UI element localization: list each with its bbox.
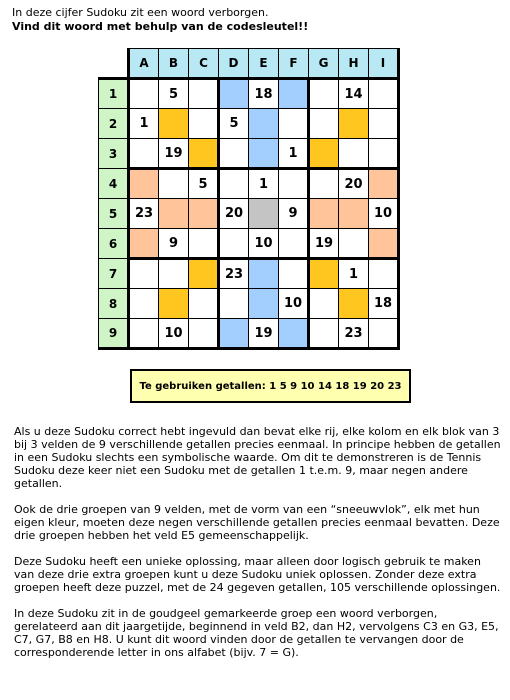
cell-g3[interactable]: [309, 139, 339, 169]
cell-h5[interactable]: [339, 199, 369, 229]
cell-a2[interactable]: 1: [129, 109, 159, 139]
cell-c1[interactable]: [189, 79, 219, 109]
cell-f7[interactable]: [279, 259, 309, 289]
column-header-a: A: [129, 49, 159, 79]
row-header-9: 9: [99, 319, 129, 349]
numbers-to-use-box: [130, 369, 411, 403]
cell-c9[interactable]: [189, 319, 219, 349]
row-header-8: 8: [99, 289, 129, 319]
cell-c5[interactable]: [189, 199, 219, 229]
cell-a6[interactable]: [129, 229, 159, 259]
cell-e6[interactable]: 10: [249, 229, 279, 259]
sudoku-grid: [98, 48, 400, 350]
row-header-7: 7: [99, 259, 129, 289]
cell-d5[interactable]: 20: [219, 199, 249, 229]
row-header-4: 4: [99, 169, 129, 199]
cell-i3[interactable]: [369, 139, 399, 169]
cell-b7[interactable]: [159, 259, 189, 289]
cell-f3[interactable]: 1: [279, 139, 309, 169]
paragraph-unique-solution: Deze Sudoku heeft een unieke oplossing, maar alleen door logisch gebruik te maken van deze drie extra groepen kunt u deze Sudoku uniek oplossen. Zonder deze extra groepen heeft deze puzzel, met de 24 gegeven getallen, 105 verschillende oplossingen.: [14, 555, 501, 594]
cell-i7[interactable]: [369, 259, 399, 289]
cell-a1[interactable]: [129, 79, 159, 109]
column-header-d: D: [219, 49, 249, 79]
cell-b5[interactable]: [159, 199, 189, 229]
explanation-text: [14, 425, 504, 672]
cell-a4[interactable]: [129, 169, 159, 199]
cell-b3[interactable]: 19: [159, 139, 189, 169]
row-header-1: 1: [99, 79, 129, 109]
cell-e9[interactable]: 19: [249, 319, 279, 349]
cell-g8[interactable]: [309, 289, 339, 319]
cell-i8[interactable]: 18: [369, 289, 399, 319]
cell-h9[interactable]: 23: [339, 319, 369, 349]
cell-f1[interactable]: [279, 79, 309, 109]
cell-c8[interactable]: [189, 289, 219, 319]
row-header-3: 3: [99, 139, 129, 169]
column-header-g: G: [309, 49, 339, 79]
cell-i9[interactable]: [369, 319, 399, 349]
cell-h8[interactable]: [339, 289, 369, 319]
cell-b2[interactable]: [159, 109, 189, 139]
cell-h3[interactable]: [339, 139, 369, 169]
numbers-to-use-values: 1 5 9 10 14 18 19 20 23: [269, 380, 402, 392]
paragraph-snowflake-groups: Ook de drie groepen van 9 velden, met de vorm van een “sneeuwvlok”, elk met hun eigen kleur, moeten deze negen verschillende getallen precies eenmaal bevatten. Deze drie groepen hebben het veld E5 gemeenschappelijk.: [14, 503, 500, 542]
cell-a7[interactable]: [129, 259, 159, 289]
cell-i1[interactable]: [369, 79, 399, 109]
cell-i2[interactable]: [369, 109, 399, 139]
paragraph-rules: Als u deze Sudoku correct hebt ingevuld dan bevat elke rij, elke kolom en elk blok van 3 bij 3 velden de 9 verschillende getallen precies eenmaal. In principe hebben de getallen in een Sudoku slechts een symbolische waarde. Om dit te demonstreren is de Tennis Sudoku deze keer niet een Sudoku met de getallen 1 t.e.m. 9, maar negen andere getallen.: [14, 425, 501, 490]
cell-g1[interactable]: [309, 79, 339, 109]
cell-b9[interactable]: 10: [159, 319, 189, 349]
cell-f9[interactable]: [279, 319, 309, 349]
cell-g5[interactable]: [309, 199, 339, 229]
cell-b6[interactable]: 9: [159, 229, 189, 259]
cell-e5[interactable]: [249, 199, 279, 229]
cell-i5[interactable]: 10: [369, 199, 399, 229]
intro-line-1: In deze cijfer Sudoku zit een woord verborgen.: [12, 6, 269, 19]
cell-h6[interactable]: [339, 229, 369, 259]
cell-g6[interactable]: 19: [309, 229, 339, 259]
cell-i4[interactable]: [369, 169, 399, 199]
numbers-to-use-label: Te gebruiken getallen:: [139, 380, 270, 392]
cell-f5[interactable]: 9: [279, 199, 309, 229]
cell-c7[interactable]: [189, 259, 219, 289]
cell-f8[interactable]: 10: [279, 289, 309, 319]
cell-d9[interactable]: [219, 319, 249, 349]
cell-d6[interactable]: [219, 229, 249, 259]
intro-line-2: Vind dit woord met behulp van de codesleutel!!: [12, 20, 309, 33]
cell-c3[interactable]: [189, 139, 219, 169]
column-header-e: E: [249, 49, 279, 79]
cell-d4[interactable]: [219, 169, 249, 199]
cell-g2[interactable]: [309, 109, 339, 139]
row-header-2: 2: [99, 109, 129, 139]
cell-e7[interactable]: [249, 259, 279, 289]
cell-b4[interactable]: [159, 169, 189, 199]
column-header-i: I: [369, 49, 399, 79]
cell-d7[interactable]: 23: [219, 259, 249, 289]
cell-h2[interactable]: [339, 109, 369, 139]
cell-a8[interactable]: [129, 289, 159, 319]
grid-corner: [99, 49, 129, 79]
cell-a5[interactable]: 23: [129, 199, 159, 229]
column-header-c: C: [189, 49, 219, 79]
row-header-6: 6: [99, 229, 129, 259]
cell-c2[interactable]: [189, 109, 219, 139]
cell-a9[interactable]: [129, 319, 159, 349]
intro-text: [12, 6, 308, 34]
cell-a3[interactable]: [129, 139, 159, 169]
cell-i6[interactable]: [369, 229, 399, 259]
column-header-b: B: [159, 49, 189, 79]
cell-f2[interactable]: [279, 109, 309, 139]
row-header-5: 5: [99, 199, 129, 229]
cell-h7[interactable]: 1: [339, 259, 369, 289]
cell-d2[interactable]: 5: [219, 109, 249, 139]
cell-d8[interactable]: [219, 289, 249, 319]
column-header-f: F: [279, 49, 309, 79]
paragraph-hidden-word: In deze Sudoku zit in de goudgeel gemarkeerde groep een woord verborgen, gerelateerd aan dit jaargetijde, beginnend in veld B2, dan H2, vervolgens C3 en G3, E5, C7, G7, B8 en H8. U kunt dit woord vinden door de getallen te vervangen door de corresponderende letter in ons alfabet (bijv. 7 = G).: [14, 607, 499, 659]
cell-b8[interactable]: [159, 289, 189, 319]
cell-f4[interactable]: [279, 169, 309, 199]
cell-c6[interactable]: [189, 229, 219, 259]
cell-c4[interactable]: 5: [189, 169, 219, 199]
cell-f6[interactable]: [279, 229, 309, 259]
cell-h4[interactable]: 20: [339, 169, 369, 199]
column-header-h: H: [339, 49, 369, 79]
cell-h1[interactable]: 14: [339, 79, 369, 109]
cell-e4[interactable]: 1: [249, 169, 279, 199]
cell-d1[interactable]: [219, 79, 249, 109]
cell-b1[interactable]: 5: [159, 79, 189, 109]
cell-e1[interactable]: 18: [249, 79, 279, 109]
cell-e3[interactable]: [249, 139, 279, 169]
cell-g4[interactable]: [309, 169, 339, 199]
cell-e8[interactable]: [249, 289, 279, 319]
cell-g7[interactable]: [309, 259, 339, 289]
cell-e2[interactable]: [249, 109, 279, 139]
cell-g9[interactable]: [309, 319, 339, 349]
cell-d3[interactable]: [219, 139, 249, 169]
